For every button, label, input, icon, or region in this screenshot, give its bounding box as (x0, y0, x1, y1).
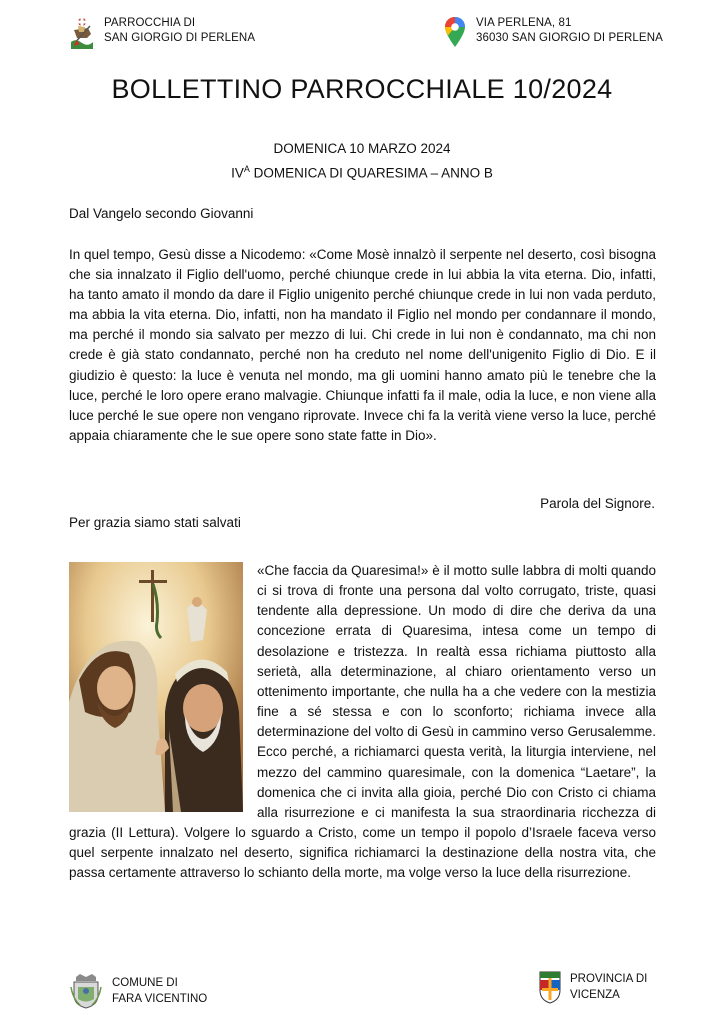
gospel-heading: Dal Vangelo secondo Giovanni (69, 206, 254, 221)
subtitle-date: DOMENICA 10 MARZO 2024 (273, 141, 451, 156)
subtitle-rest: DOMENICA DI QUARESIMA – ANNO B (249, 165, 493, 181)
gospel-text: In quel tempo, Gesù disse a Nicodemo: «Come Mosè innalzò il serpente nel deserto, così bisogna che sia innalzato il Figlio dell'uomo, perché chiunque crede in lui abbia la vita eterna. Dio, infatti, ha tanto amato il mondo da dare il Figlio unigenito perché chiunque crede in lui non vada perduto, ma abbia la vita eterna. Dio, infatti, non ha mandato il Figlio nel mondo per condannare il mondo, ma perché il mondo sia salvato per mezzo di lui. Chi crede in lui non è condannato, ma chi non crede è già stato condannato, perché non ha creduto nel nome dell'unigenito Figlio di Dio. E il giudizio è questo: la luce è venuta nel mondo, ma gli uomini hanno amato più le tenebre che la luce, perché le loro opere erano malvagie. Chiunque infatti fa il male, odia la luce, e non viene alla luce perché le sue opere non vengano riprovate. Invece chi fa la verità viene verso la luce, perché appaia chiaramente che le sue opere sono state fatte in Dio». (69, 247, 656, 443)
gospel-signoff: Parola del Signore. (540, 496, 655, 511)
bulletin-title: BOLLETTINO PARROCCHIALE 10/2024 (111, 74, 613, 104)
comune-line-1: COMUNE DI (112, 977, 178, 989)
subtitle-sup: A (243, 164, 250, 174)
provincia-crest-icon (538, 970, 562, 1004)
st-george-emblem-icon (68, 16, 96, 52)
address-header (444, 16, 663, 48)
provincia-line-1: PROVINCIA DI (570, 973, 648, 985)
subtitle-roman: IV (231, 165, 244, 181)
parish-line-2: SAN GIORGIO DI PERLENA (104, 32, 256, 44)
parish-line-1: PARROCCHIA DI (104, 17, 196, 29)
parish-header (68, 16, 255, 52)
provincia-footer (538, 970, 647, 1004)
address-line-2: 36030 SAN GIORGIO DI PERLENA (476, 32, 663, 44)
bulletin-subtitle (0, 139, 724, 184)
subtitle-sunday (0, 159, 724, 184)
article-heading: Per grazia siamo stati salvati (69, 515, 241, 530)
comune-footer (70, 973, 207, 1009)
address-line-1: VIA PERLENA, 81 (476, 17, 572, 29)
comune-line-2: FARA VICENTINO (112, 993, 208, 1005)
provincia-line-2: VICENZA (570, 989, 620, 1001)
comune-crest-icon (70, 973, 102, 1009)
map-pin-icon (444, 16, 466, 48)
article-text: «Che faccia da Quaresima!» è il motto sulle labbra di molti quando ci si trova di fronte una persona dal volto corrugato, triste, quasi tendente alla depressione. Un modo di dire che deriva da una concezione errata di Quaresima, intesa come un tempo di desolazione e tristezza. In realtà essa richiama piuttosto alla serietà, alla determinazione, al chiaro orientamento verso un ottenimento importante, che nulla ha a che vedere con la mestizia fine a sé stessa e con lo sconforto; richiama invece alla determinazione del volto di Gesù in cammino verso Gerusalemme. Ecco perché, a richiamarci questa verità, la liturgia interviene, nel mezzo del cammino quaresimale, con la domenica “Laetare”, la domenica che ci invita alla gioia, perché Dio con Cristo ci chiama alla risurrezione e ci manifesta la sua straordinaria ricchezza di grazia (II Lettura). Volgere lo sguardo a Cristo, come un tempo il popolo d’Israele faceva verso quel serpente innalzato nel deserto, significa richiamarci la destinazione della nostra vita, che passa certamente attraverso lo schianto della morte, ma volge verso la luce della risurrezione. (69, 563, 656, 881)
